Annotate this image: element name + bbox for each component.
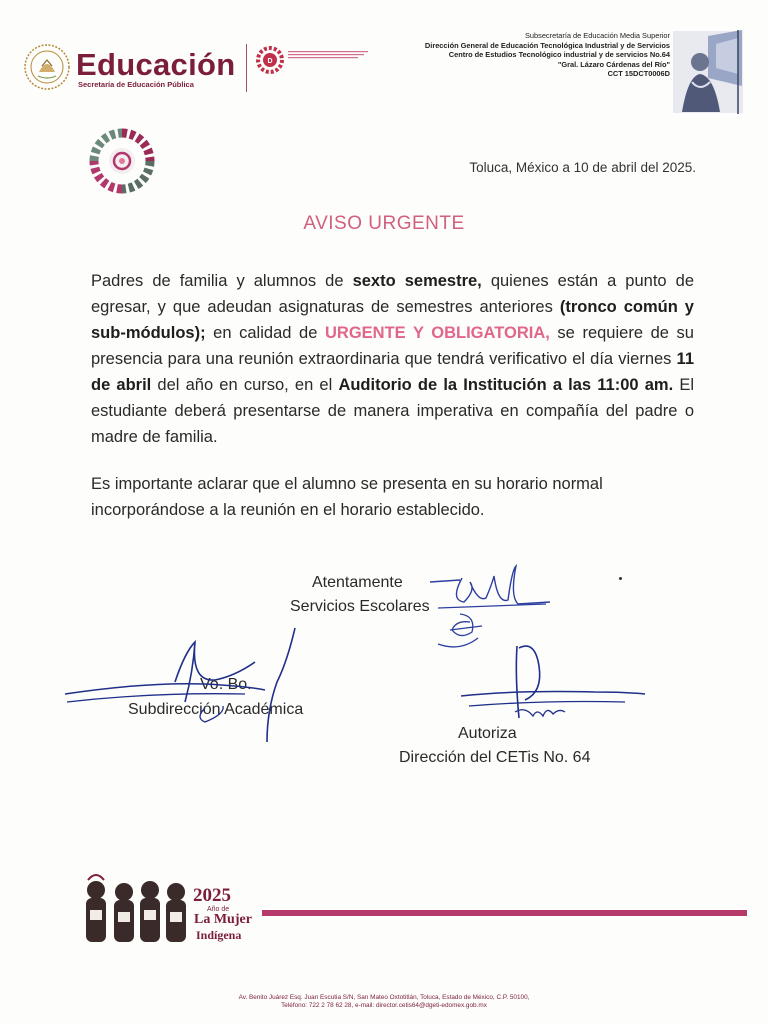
year-indigena-label: Indígena <box>196 928 242 942</box>
notice-title: AVISO URGENTE <box>303 213 465 234</box>
body-bold-text: sexto semestre, <box>352 272 482 290</box>
autoriza-label: Autoriza <box>458 725 517 742</box>
signature-direccion <box>455 636 655 732</box>
body-bold-text: (tronco común y sub-módulos); <box>91 298 694 342</box>
body-text: del año en curso, en el <box>151 376 339 394</box>
stray-dot <box>619 577 622 580</box>
signer-direccion: Dirección del CETis No. 64 <box>399 749 591 766</box>
year-label: 2025 <box>193 885 231 906</box>
footer-bar <box>262 910 747 916</box>
address-line-1: Av. Benito Juárez Esq. Juan Escutia S/N, San Mateo Oxtotitlán, Toluca, Estado de México, C.P. 50100, <box>238 994 530 1001</box>
flag-emblem-icon <box>668 26 748 118</box>
header-divider <box>246 44 247 92</box>
body-bold-text: Auditorio de la Institución a las 11:00 am. <box>338 376 674 394</box>
header-line-1: Subsecretaría de Educación Media Superior <box>524 31 670 40</box>
header-line-4: "Gral. Lázaro Cárdenas del Río" <box>557 59 670 69</box>
body-text: Padres de familia y alumnos de <box>91 272 353 290</box>
document-date: Toluca, México a 10 de abril del 2025. <box>469 160 696 175</box>
closing-atentamente: Atentamente <box>312 574 403 591</box>
body-text: en calidad de <box>205 324 325 342</box>
notice-note-paragraph: Es importante aclarar que el alumno se presenta en su horario normal incorporándose a la reunión en el horario establecido. <box>91 475 603 519</box>
signer-servicios-escolares: Servicios Escolares <box>290 598 430 615</box>
dgeti-logo-icon <box>254 44 286 76</box>
footer-address <box>0 994 768 1010</box>
urgent-highlight: URGENTE Y OBLIGATORIA, <box>324 324 550 342</box>
indigenous-women-illustration-icon <box>80 870 190 942</box>
brand-subtitle: Secretaría de Educación Pública <box>78 80 194 89</box>
year-sub-label: Año de <box>207 906 230 913</box>
svg-text:D: D <box>267 58 273 65</box>
cetis-gear-logo-icon <box>86 127 158 195</box>
brand-title: Educación <box>76 47 236 82</box>
signature-subdireccion <box>55 622 305 752</box>
address-line-2: Teléfono: 722 2 78 62 28, e-mail: director.cetis64@dgeti-edomex.gob.mx <box>281 1002 487 1009</box>
body-bold-text: 11 de abril <box>91 350 694 394</box>
vobo-label: Vo. Bo. <box>200 676 252 693</box>
body-text: se requiere de su presencia para una reunión extraordinaria que tendrá verificativo el día viernes <box>91 324 694 368</box>
institution-header <box>425 31 670 79</box>
body-text: El estudiante deberá presentarse de manera imperativa en compañía del padre o madre de familia. <box>91 376 694 446</box>
header-line-2: Dirección General de Educación Tecnológica Industrial y de Servicios <box>424 40 670 50</box>
body-text: quienes están a punto de egresar, y que adeudan asignaturas de semestres anteriores <box>91 272 694 316</box>
signer-subdireccion: Subdirección Académica <box>128 701 304 718</box>
header-line-3: Centro de Estudios Tecnológico industrial y de servicios No.64 <box>448 50 670 60</box>
dgeti-logo-text <box>288 50 370 63</box>
header-line-5: CCT 15DCT0006D <box>607 69 670 79</box>
year-mujer-label: La Mujer <box>194 912 252 927</box>
sep-seal-icon <box>22 42 72 92</box>
notice-body-paragraph <box>91 268 694 450</box>
